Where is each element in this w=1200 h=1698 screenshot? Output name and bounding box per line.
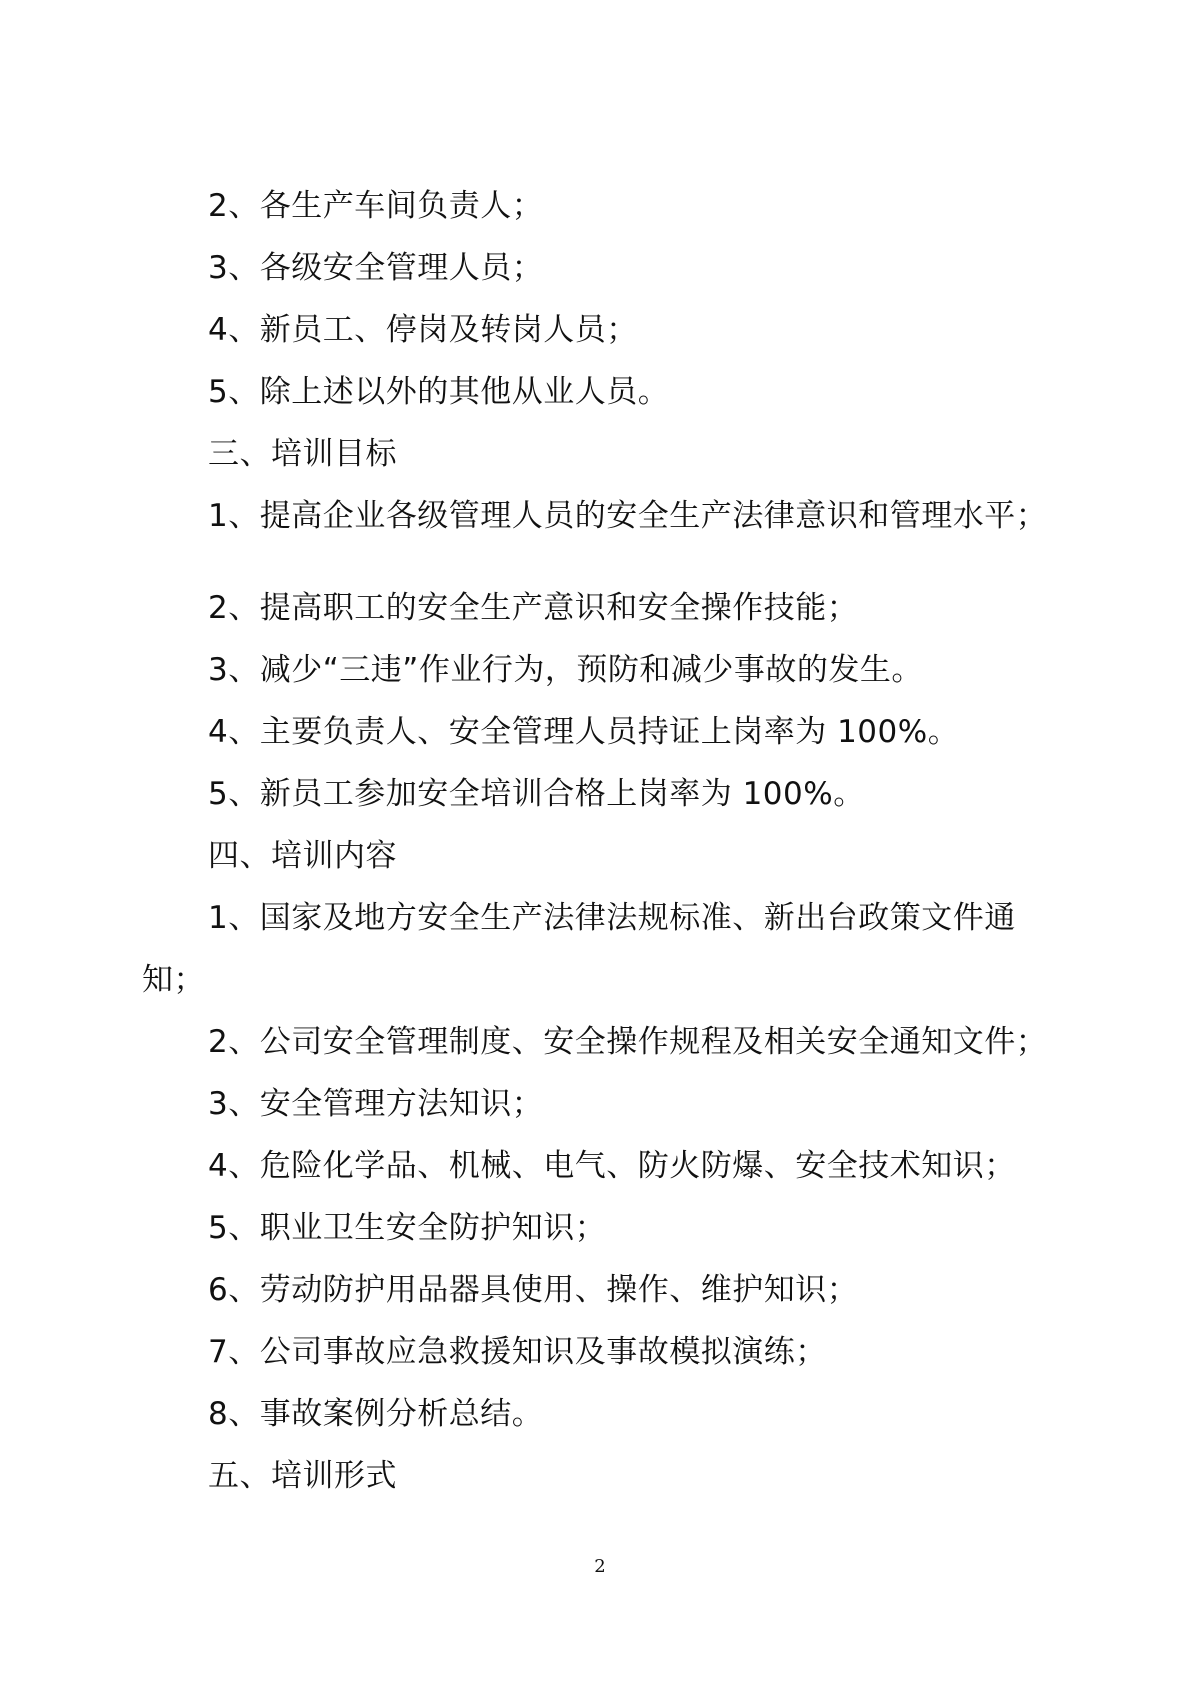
text-line-6: 1、提高企业各级管理人员的安全生产法律意识和管理水平； <box>208 498 1048 534</box>
text-line-20: 8、事故案例分析总结。 <box>208 1396 544 1432</box>
text-line-7: 2、提高职工的安全生产意识和安全操作技能； <box>208 590 859 626</box>
text-line-9: 4、主要负责人、安全管理人员持证上岗率为 100%。 <box>208 714 960 750</box>
section-heading-3: 三、培训目标 <box>208 436 397 472</box>
text-line-15: 3、安全管理方法知识； <box>208 1086 544 1122</box>
text-line-3: 4、新员工、停岗及转岗人员； <box>208 312 638 348</box>
page-number: 2 <box>594 1556 606 1577</box>
section-heading-4: 四、培训内容 <box>208 838 397 874</box>
text-line-19: 7、公司事故应急救援知识及事故模拟演练； <box>208 1334 827 1370</box>
text-line-8: 3、减少“三违”作业行为，预防和减少事故的发生。 <box>208 652 923 688</box>
text-line-17: 5、职业卫生安全防护知识； <box>208 1210 607 1246</box>
text-line-16: 4、危险化学品、机械、电气、防火防爆、安全技术知识； <box>208 1148 1016 1184</box>
text-line-4: 5、除上述以外的其他从业人员。 <box>208 374 670 410</box>
text-line-14: 2、公司安全管理制度、安全操作规程及相关安全通知文件； <box>208 1024 1048 1060</box>
section-heading-5: 五、培训形式 <box>208 1458 397 1494</box>
text-line-1: 2、各生产车间负责人； <box>208 188 544 224</box>
text-line-10: 5、新员工参加安全培训合格上岗率为 100%。 <box>208 776 865 812</box>
text-line-12: 1、国家及地方安全生产法律法规标准、新出台政策文件通 <box>208 900 1016 936</box>
text-line-13: 知； <box>142 962 205 998</box>
text-line-18: 6、劳动防护用品器具使用、操作、维护知识； <box>208 1272 859 1308</box>
text-line-2: 3、各级安全管理人员； <box>208 250 544 286</box>
